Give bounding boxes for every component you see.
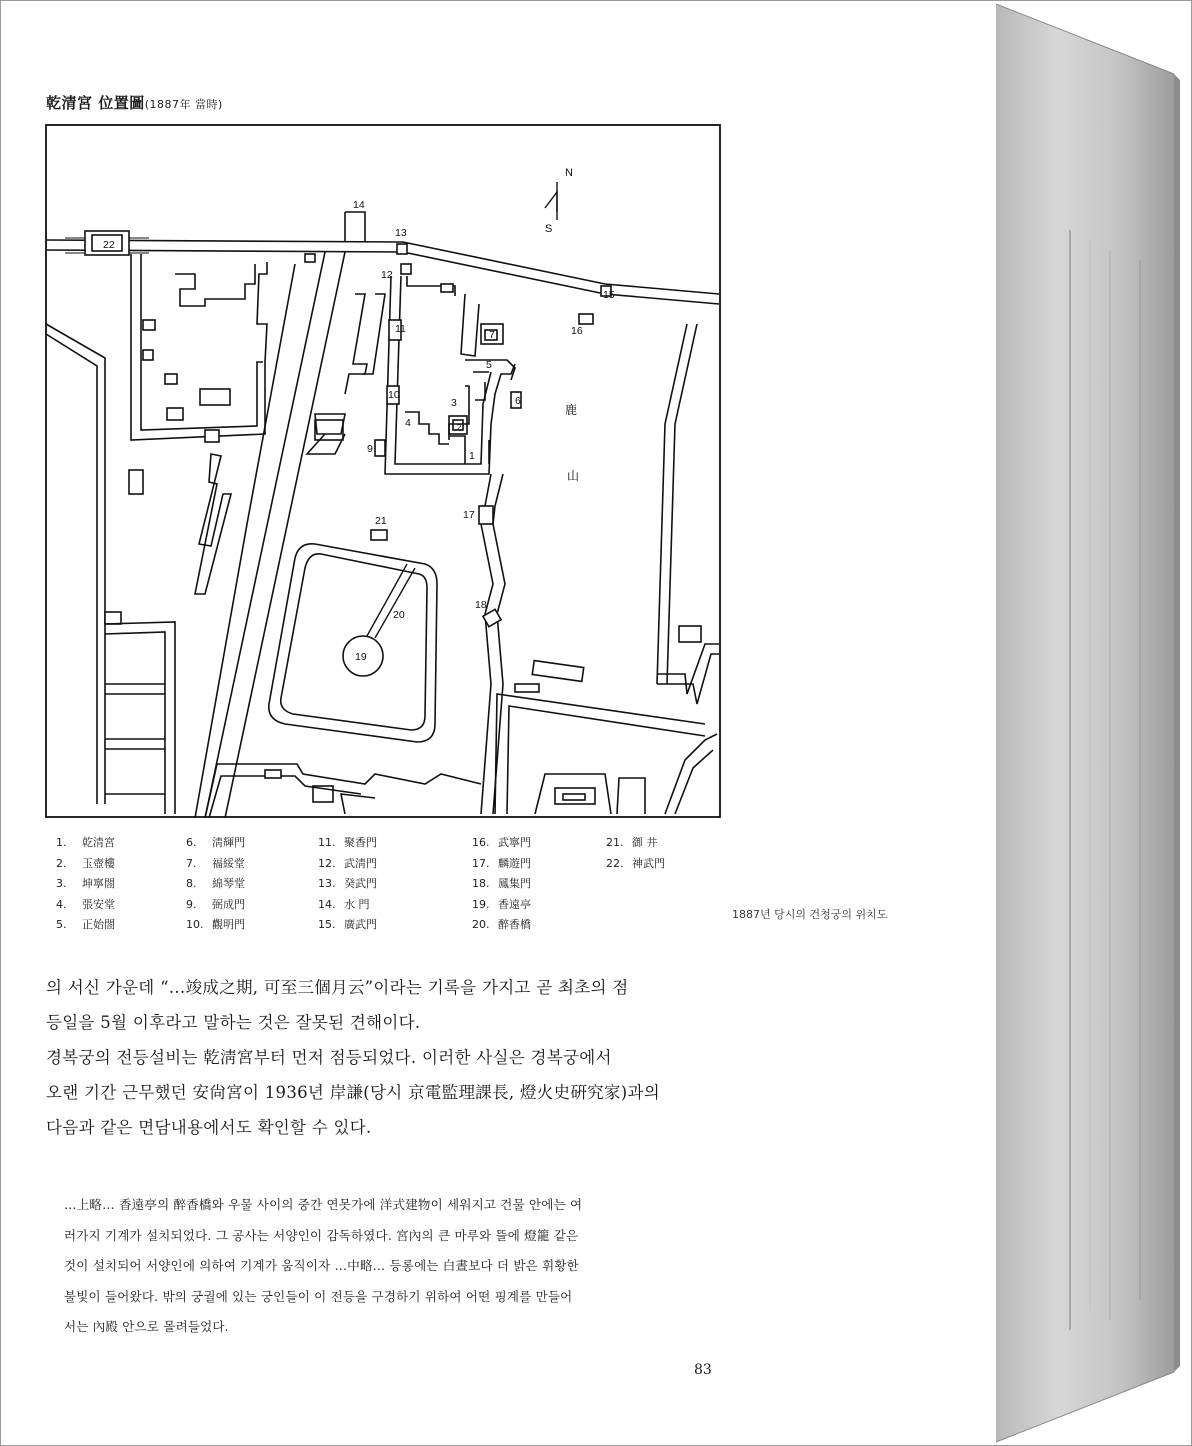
map-num-6: 6 <box>515 395 521 407</box>
book-edge <box>990 0 1192 1446</box>
figure-caption: 1887년 당시의 건청궁의 위치도 <box>732 908 888 921</box>
legend-column-5 <box>606 834 665 875</box>
quote-line: 것이 설치되어 서양인에 의하여 기계가 움직이자 …中略… 등롱에는 白晝보다 더 밝은 휘황한 <box>64 1258 579 1273</box>
map-num-22: 22 <box>103 239 115 251</box>
legend-item: 15. 廣武門 <box>318 918 377 931</box>
body-text <box>46 970 716 1145</box>
body-line: 오랜 기간 근무했던 安尙宮이 1936년 岸謙(당시 京電監理課長, 燈火史硏究家)과의 <box>46 1083 660 1102</box>
legend-item: 14. 水 門 <box>318 897 370 911</box>
map-num-17: 17 <box>463 509 475 521</box>
legend-item: 1. 乾清宮 <box>56 836 115 849</box>
map-num-9: 9 <box>367 443 373 455</box>
quote-line: 불빛이 들어왔다. 밖의 궁궐에 있는 궁인들이 이 전등을 구경하기 위하여 어떤 핑계를 만들어 <box>64 1288 573 1304</box>
legend-column-1 <box>56 834 115 937</box>
map-num-11: 11 <box>395 323 406 335</box>
quote-line: 러가지 기계가 설치되었다. 그 공사는 서양인이 감독하였다. 宮內의 큰 마루와 뜰에 燈籠 같은 <box>64 1227 579 1243</box>
legend-item: 20. 醉香橋 <box>472 918 531 931</box>
legend-item: 11. 聚香門 <box>318 836 377 849</box>
map-num-21: 21 <box>375 515 387 527</box>
body-line: 경복궁의 전등설비는 乾淸宮부터 먼저 점등되었다. 이러한 사실은 경복궁에서 <box>46 1048 612 1067</box>
body-line: 의 서신 가운데 “…竣成之期, 可至三個月云”이라는 기록을 가지고 곧 최초의 점 <box>46 978 629 997</box>
legend-item: 21. 御 井 <box>606 836 658 849</box>
map-label-deer: 鹿 <box>565 403 578 417</box>
map-num-16: 16 <box>571 325 583 337</box>
map-num-15: 15 <box>603 289 615 301</box>
map-num-7: 7 <box>489 329 495 341</box>
legend-item: 12. 武淸門 <box>318 856 377 870</box>
legend-item: 5. 正始閤 <box>56 918 115 931</box>
legend-item: 9. 弼成門 <box>186 897 245 911</box>
legend-item: 19. 香遠亭 <box>472 897 531 911</box>
map-num-3: 3 <box>451 397 457 409</box>
legend-item: 22. 神武門 <box>606 856 665 870</box>
map-num-20: 20 <box>393 609 405 621</box>
quote-line: 서는 內殿 안으로 몰려들었다. <box>64 1319 229 1334</box>
legend-item: 16. 武寧門 <box>472 836 531 849</box>
body-line: 등일을 5월 이후라고 말하는 것은 잘못된 견해이다. <box>46 1013 421 1032</box>
figure-title-note: (1887年 當時) <box>144 98 223 111</box>
map-num-12: 12 <box>381 269 393 281</box>
legend-item: 10. 觀明門 <box>186 918 245 931</box>
interview-quote <box>64 1190 704 1343</box>
map-num-14: 14 <box>353 199 365 211</box>
figure-title-main: 乾清宮 位置圖 <box>46 94 145 112</box>
palace-location-map <box>45 124 721 818</box>
legend-column-3 <box>318 834 377 937</box>
legend-item: 8. 綿琴堂 <box>186 877 245 890</box>
legend-item: 17. 麟遊門 <box>472 856 531 870</box>
legend-item: 2. 玉壺樓 <box>56 856 115 870</box>
map-num-2: 2 <box>457 423 462 432</box>
legend-column-4 <box>472 834 531 937</box>
map-num-10: 10 <box>388 389 400 401</box>
map-legend <box>56 834 696 934</box>
map-num-4: 4 <box>405 417 411 429</box>
legend-item: 13. 癸武門 <box>318 877 377 890</box>
quote-line: …上略… 香遠亭의 醉香橋와 우물 사이의 중간 연못가에 洋式建物이 세워지고 건물 안에는 여 <box>64 1197 583 1212</box>
map-num-5: 5 <box>486 359 492 371</box>
legend-item: 3. 坤寧閤 <box>56 877 115 890</box>
figure-title <box>46 92 223 113</box>
map-label-mountain: 山 <box>567 469 580 483</box>
map-num-1: 1 <box>469 450 475 462</box>
north-arrow-icon <box>545 182 557 220</box>
map-num-13: 13 <box>395 227 407 239</box>
legend-item: 18. 鳳集門 <box>472 877 531 890</box>
page-number: 83 <box>694 1362 712 1378</box>
legend-item: 4. 張安堂 <box>56 897 115 911</box>
legend-column-2 <box>186 834 245 937</box>
map-label-south: S <box>545 223 553 235</box>
map-num-18: 18 <box>475 599 487 611</box>
legend-item: 7. 福綏堂 <box>186 856 245 870</box>
map-label-north: N <box>565 167 573 179</box>
map-num-19: 19 <box>355 651 367 663</box>
body-line: 다음과 같은 면담내용에서도 확인할 수 있다. <box>46 1118 372 1137</box>
legend-item: 6. 淸輝門 <box>186 836 245 849</box>
